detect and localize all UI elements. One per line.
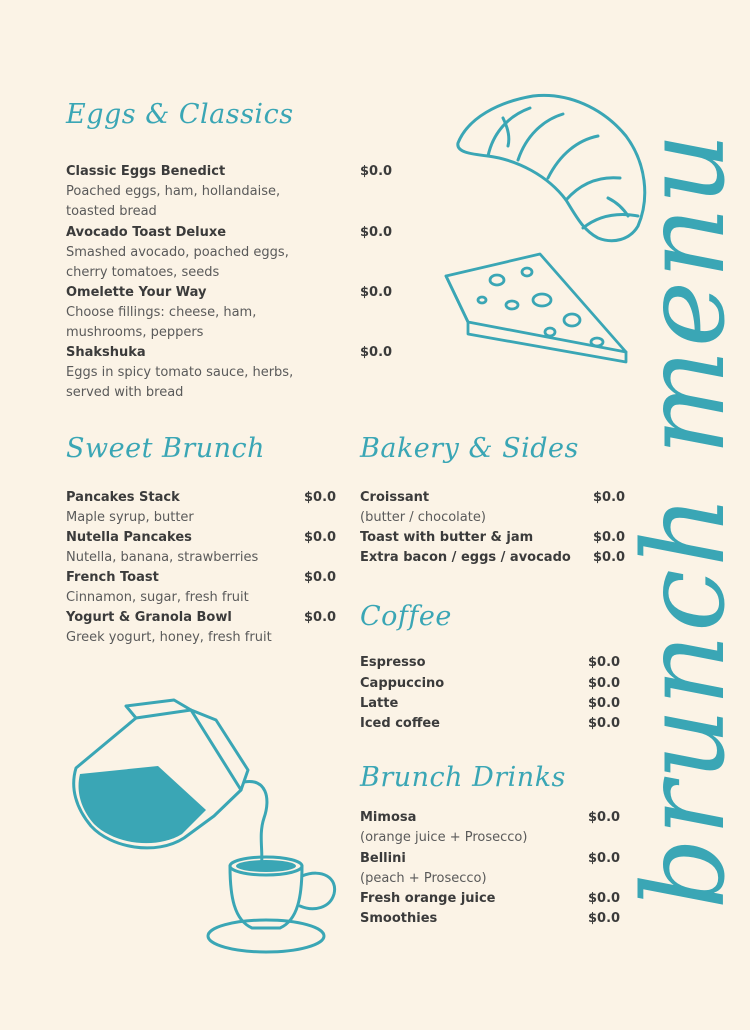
coffee-pot-icon	[66, 698, 276, 873]
item-description: (butter / chocolate)	[360, 510, 486, 525]
item-price: $0.0	[304, 530, 337, 545]
item-description: Cinnamon, sugar, fresh fruit	[66, 590, 249, 605]
menu-item	[360, 528, 533, 548]
item-description: Greek yogurt, honey, fresh fruit	[66, 630, 272, 645]
section-title-sweet: Sweet Brunch	[66, 433, 266, 464]
item-description: Eggs in spicy tomato sauce, herbs,	[66, 365, 294, 380]
item-price: $0.0	[593, 530, 626, 545]
menu-item	[360, 714, 440, 734]
croissant-icon	[448, 88, 653, 248]
item-description: Choose fillings: cheese, ham,	[66, 305, 257, 320]
menu-item	[66, 568, 249, 608]
menu-item	[360, 674, 444, 694]
item-name: Toast with butter & jam	[360, 530, 534, 545]
item-description: mushrooms, peppers	[66, 325, 204, 340]
item-price: $0.0	[588, 851, 621, 866]
item-price: $0.0	[360, 225, 393, 240]
item-price: $0.0	[304, 570, 337, 585]
item-name: French Toast	[66, 570, 159, 585]
menu-item	[66, 283, 256, 343]
item-price: $0.0	[360, 345, 393, 360]
item-description: (peach + Prosecco)	[360, 871, 487, 886]
menu-item	[66, 488, 194, 528]
item-description: cherry tomatoes, seeds	[66, 265, 220, 280]
item-name: Classic Eggs Benedict	[66, 164, 226, 179]
item-name: Cappuccino	[360, 676, 445, 691]
cheese-icon	[442, 250, 632, 372]
menu-item	[360, 808, 527, 848]
item-description: served with bread	[66, 385, 184, 400]
menu-item	[360, 694, 398, 714]
item-name: Mimosa	[360, 810, 417, 825]
section-title-eggs: Eggs & Classics	[66, 99, 294, 130]
menu-item	[66, 343, 293, 403]
item-name: Croissant	[360, 490, 430, 505]
item-price: $0.0	[304, 490, 337, 505]
vertical-title: brunch menu	[620, 130, 750, 910]
item-name: Avocado Toast Deluxe	[66, 225, 227, 240]
item-name: Pancakes Stack	[66, 490, 180, 505]
menu-item	[360, 889, 496, 909]
item-price: $0.0	[304, 610, 337, 625]
item-name: Yogurt & Granola Bowl	[66, 610, 232, 625]
menu-item	[360, 849, 487, 889]
item-price: $0.0	[593, 490, 626, 505]
menu-item	[360, 909, 437, 929]
item-name: Iced coffee	[360, 716, 440, 731]
section-title-drinks: Brunch Drinks	[360, 762, 566, 793]
item-description: Smashed avocado, poached eggs,	[66, 245, 289, 260]
item-name: Smoothies	[360, 911, 438, 926]
item-price: $0.0	[588, 676, 621, 691]
menu-item	[66, 608, 272, 648]
item-price: $0.0	[588, 716, 621, 731]
menu-item	[360, 548, 571, 568]
item-price: $0.0	[360, 285, 393, 300]
item-name: Latte	[360, 696, 399, 711]
item-price: $0.0	[588, 696, 621, 711]
item-description: toasted bread	[66, 204, 157, 219]
item-name: Espresso	[360, 655, 426, 670]
menu-item	[66, 528, 258, 568]
item-description: Maple syrup, butter	[66, 510, 194, 525]
menu-item	[360, 653, 426, 673]
item-name: Bellini	[360, 851, 406, 866]
section-title-bakery: Bakery & Sides	[360, 433, 579, 464]
item-description: Poached eggs, ham, hollandaise,	[66, 184, 281, 199]
item-price: $0.0	[588, 810, 621, 825]
item-price: $0.0	[588, 655, 621, 670]
item-name: Extra bacon / eggs / avocado	[360, 550, 571, 565]
item-price: $0.0	[588, 891, 621, 906]
menu-item	[66, 162, 280, 222]
item-description: Nutella, banana, strawberries	[66, 550, 259, 565]
section-title-coffee: Coffee	[360, 601, 452, 632]
item-name: Fresh orange juice	[360, 891, 496, 906]
item-price: $0.0	[588, 911, 621, 926]
item-description: (orange juice + Prosecco)	[360, 830, 528, 845]
item-name: Omelette Your Way	[66, 285, 207, 300]
menu-item	[360, 488, 486, 528]
item-price: $0.0	[360, 164, 393, 179]
coffee-cup-icon	[204, 848, 340, 956]
item-price: $0.0	[593, 550, 626, 565]
item-name: Shakshuka	[66, 345, 146, 360]
item-name: Nutella Pancakes	[66, 530, 192, 545]
menu-item	[66, 223, 289, 283]
